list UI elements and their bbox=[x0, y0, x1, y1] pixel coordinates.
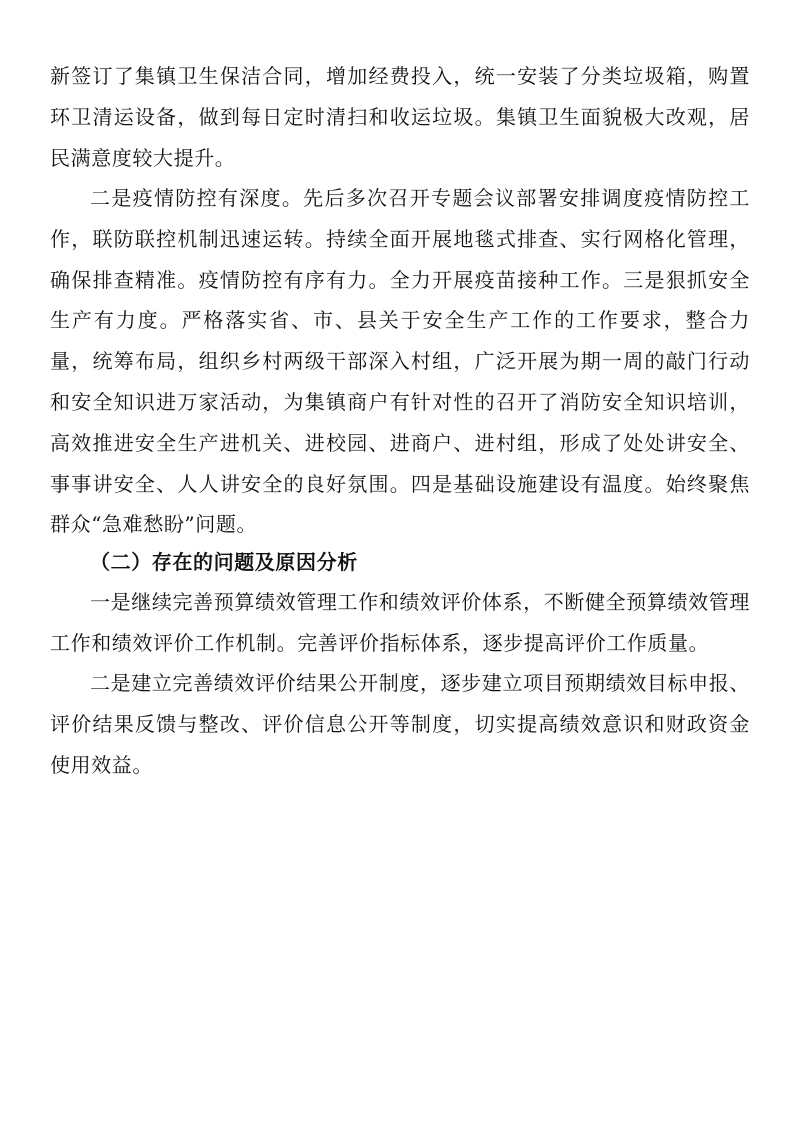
body-paragraph-problem-1: 一是继续完善预算绩效管理工作和绩效评价体系，不断健全预算绩效管理工作和绩效评价工作机制。完善评价指标体系，逐步提高评价工作质量。 bbox=[50, 590, 750, 655]
section-heading: （二）存在的问题及原因分析 bbox=[90, 550, 358, 574]
body-paragraph-problem-2: 二是建立完善绩效评价结果公开制度，逐步建立项目预期绩效目标申报、评价结果反馈与整改、评价信息公开等制度，切实提高绩效意识和财政资金使用效益。 bbox=[50, 671, 750, 777]
body-paragraph-continued: 新签订了集镇卫生保洁合同，增加经费投入，统一安装了分类垃圾箱，购置环卫清运设备，做到每日定时清扫和收运垃圾。集镇卫生面貌极大改观，居民满意度较大提升。 bbox=[50, 64, 750, 170]
body-paragraph-epidemic-safety: 二是疫情防控有深度。先后多次召开专题会议部署安排调度疫情防控工作，联防联控机制迅速运转。持续全面开展地毯式排查、实行网格化管理，确保排查精准。疫情防控有序有力。全力开展疫苗接种工作。三是狠抓安全生产有力度。严格落实省、市、县关于安全生产工作的工作要求，整合力量，统筹布局，组织乡村两级干部深入村组，广泛开展为期一周的敲门行动和安全知识进万家活动，为集镇商户有针对性的召开了消防安全知识培训，高效推进安全生产进机关、进校园、进商户、进村组，形成了处处讲安全、事事讲安全、人人讲安全的良好氛围。四是基础设施建设有温度。始终聚焦群众“急难愁盼”问题。 bbox=[50, 186, 750, 537]
